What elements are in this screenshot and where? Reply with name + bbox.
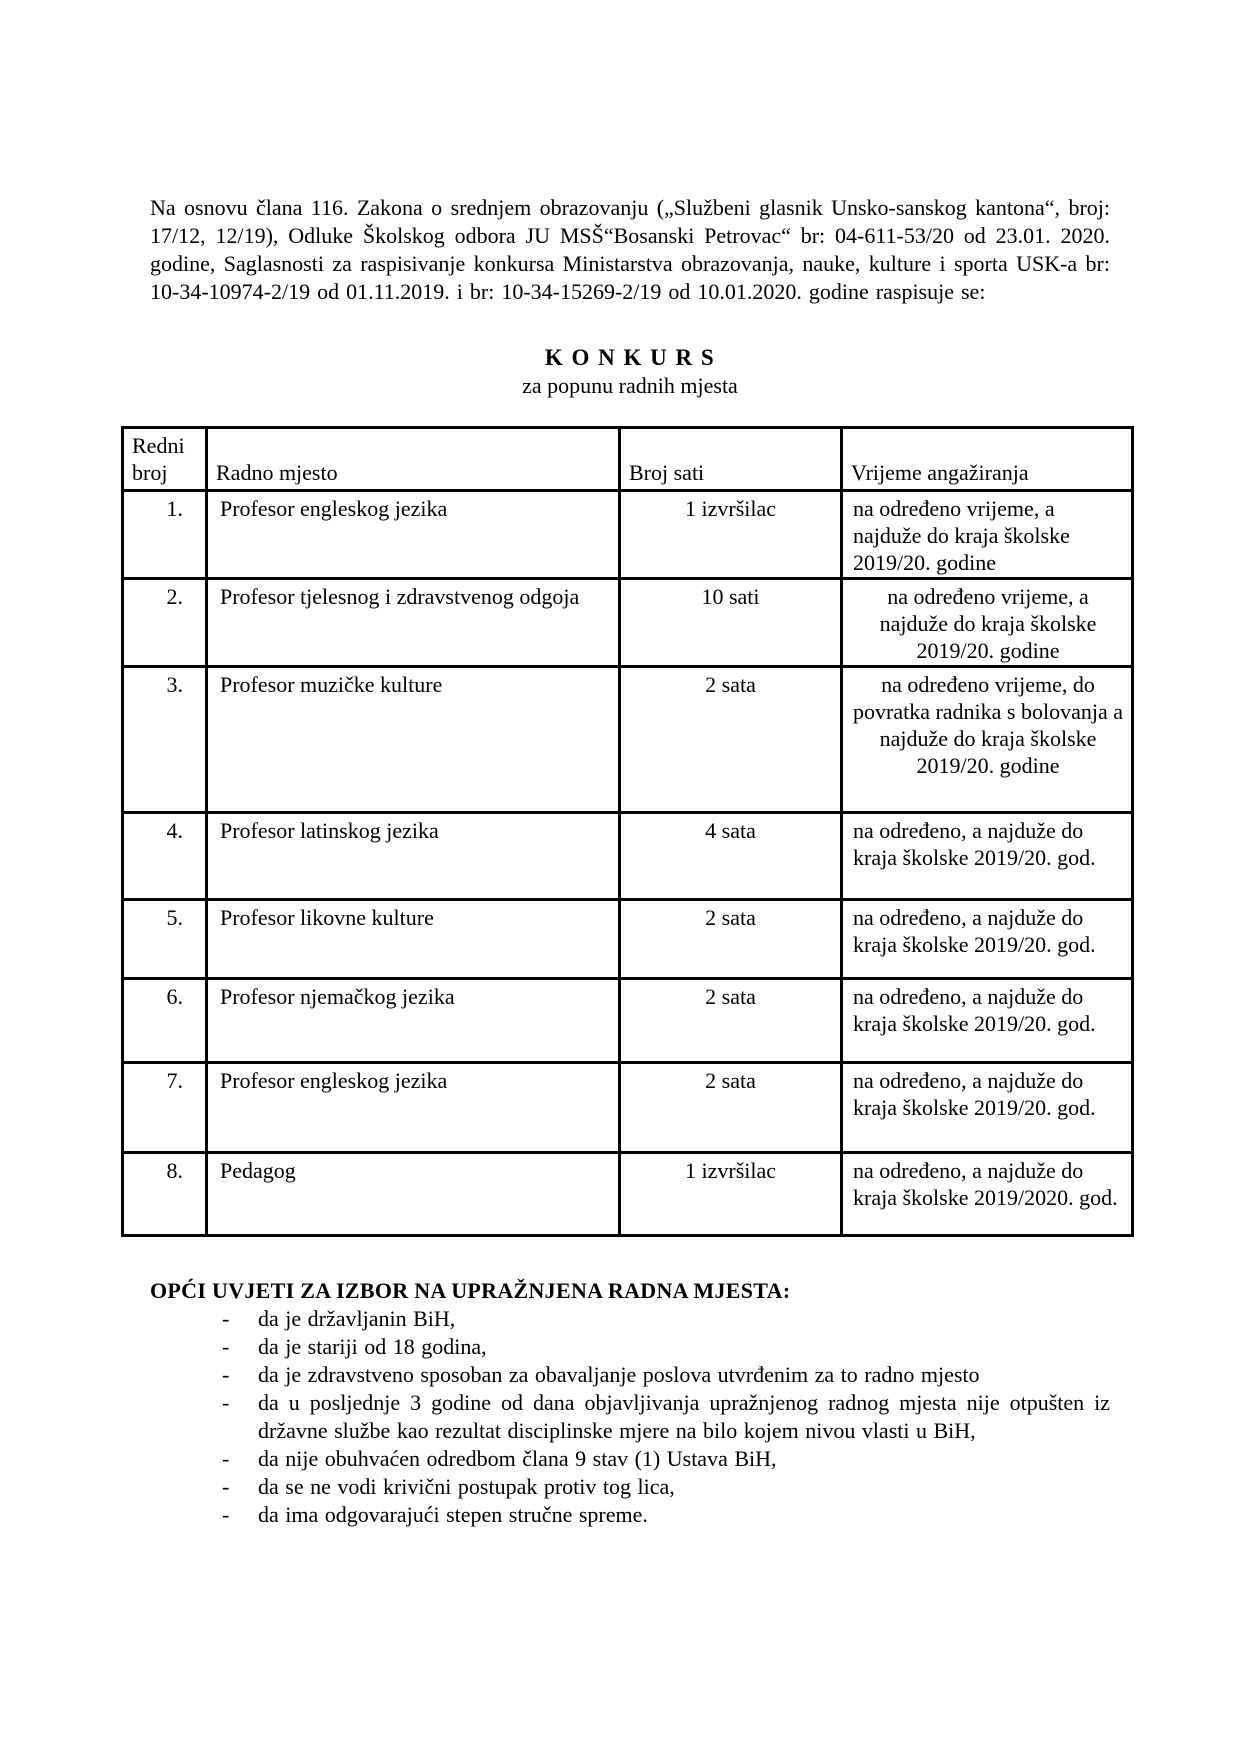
bullet-dash: - (222, 1446, 230, 1471)
list-item (150, 1473, 1110, 1501)
cell-position: Profesor latinskog jezika (207, 813, 620, 900)
cell-hours: 2 sata (620, 979, 842, 1063)
list-item-text: da je državljanin BiH, (258, 1306, 456, 1331)
cell-ordinal: 7. (123, 1063, 207, 1153)
cell-position: Profesor likovne kulture (207, 900, 620, 979)
cell-hours: 2 sata (620, 900, 842, 979)
list-item (150, 1501, 1110, 1529)
list-item (150, 1361, 1110, 1389)
cell-ordinal: 4. (123, 813, 207, 900)
bullet-dash: - (222, 1362, 230, 1387)
bullet-dash: - (222, 1502, 230, 1527)
header-hours: Broj sati (620, 428, 842, 491)
cell-ordinal: 6. (123, 979, 207, 1063)
list-item (150, 1389, 1110, 1445)
table-row (123, 491, 1133, 579)
list-item-text: da je zdravstveno sposoban za obavaljanje poslova utvrđenim za to radno mjesto (258, 1362, 980, 1387)
cell-ordinal: 3. (123, 667, 207, 813)
conditions-heading: OPĆI UVJETI ZA IZBOR NA UPRAŽNJENA RADNA MJESTA: (150, 1278, 791, 1303)
cell-hours: 10 sati (620, 579, 842, 667)
header-ordinal-number: Redni broj (123, 428, 207, 491)
document-title: K O N K U R S (544, 345, 716, 370)
cell-hours: 4 sata (620, 813, 842, 900)
cell-engagement: na određeno, a najduže do kraja školske 2019/20. god. (842, 813, 1133, 900)
list-item-text: da u posljednje 3 godine od dana objavljivanja upražnjenog radnog mjesta nije otpušten iz državne službe kao rezultat disciplinske mjere na bilo kojem nivou vlasti u BiH, (258, 1390, 1110, 1443)
vacancies-table (121, 426, 1134, 1237)
table-row (123, 979, 1133, 1063)
bullet-dash: - (222, 1334, 230, 1359)
list-item (150, 1305, 1110, 1333)
table-row (123, 579, 1133, 667)
cell-engagement: na određeno, a najduže do kraja školske 2019/20. god. (842, 1063, 1133, 1153)
cell-engagement: na određeno, a najduže do kraja školske 2019/2020. god. (842, 1153, 1133, 1236)
table-row (123, 900, 1133, 979)
table-row (123, 813, 1133, 900)
cell-ordinal: 8. (123, 1153, 207, 1236)
table-row (123, 1063, 1133, 1153)
list-item (150, 1445, 1110, 1473)
list-item-text: da nije obuhvaćen odredbom člana 9 stav (1) Ustava BiH, (258, 1446, 777, 1471)
cell-engagement: na određeno, a najduže do kraja školske 2019/20. god. (842, 979, 1133, 1063)
cell-position: Profesor engleskog jezika (207, 491, 620, 579)
document-subtitle: za popunu radnih mjesta (522, 373, 738, 398)
list-item-text: da se ne vodi krivični postupak protiv tog lica, (258, 1474, 675, 1499)
table-row (123, 667, 1133, 813)
cell-ordinal: 2. (123, 579, 207, 667)
cell-position: Profesor tjelesnog i zdravstvenog odgoja (207, 579, 620, 667)
cell-hours: 2 sata (620, 1063, 842, 1153)
bullet-dash: - (222, 1306, 230, 1331)
cell-hours: 1 izvršilac (620, 1153, 842, 1236)
cell-engagement: na određeno, a najduže do kraja školske 2019/20. god. (842, 900, 1133, 979)
cell-position: Profesor muzičke kulture (207, 667, 620, 813)
cell-position: Pedagog (207, 1153, 620, 1236)
list-item-text: da je stariji od 18 godina, (258, 1334, 487, 1359)
header-engagement: Vrijeme angažiranja (842, 428, 1133, 491)
list-item (150, 1333, 1110, 1361)
bullet-dash: - (222, 1474, 230, 1499)
table-row (123, 1153, 1133, 1236)
general-conditions-section (150, 1277, 1110, 1529)
cell-ordinal: 1. (123, 491, 207, 579)
cell-engagement: na određeno vrijeme, a najduže do kraja školske 2019/20. godine (842, 491, 1133, 579)
cell-position: Profesor njemačkog jezika (207, 979, 620, 1063)
intro-paragraph: Na osnovu člana 116. Zakona o srednjem obrazovanju („Službeni glasnik Unsko-sanskog kantona“, broj: 17/12, 12/19), Odluke Školskog odbora JU MSŠ“Bosanski Petrovac“ br: 04-611-53/20 od 23.01. 2020. godine, Saglasnosti za raspisivanje konkursa Ministarstva obrazovanja, nauke, kulture i sporta USK-a br: 10-34-10974-2/19 od 01.11.2019. i br: 10-34-15269-2/19 od 10.01.2020. godine raspisuje se: (150, 195, 1110, 304)
header-position: Radno mjesto (207, 428, 620, 491)
cell-hours: 1 izvršilac (620, 491, 842, 579)
table-header-row (123, 428, 1133, 491)
cell-hours: 2 sata (620, 667, 842, 813)
cell-engagement: na određeno vrijeme, do povratka radnika s bolovanja a najduže do kraja školske 2019/20. godine (842, 667, 1133, 813)
list-item-text: da ima odgovarajući stepen stručne spreme. (258, 1502, 648, 1527)
cell-ordinal: 5. (123, 900, 207, 979)
bullet-dash: - (222, 1390, 230, 1415)
cell-position: Profesor engleskog jezika (207, 1063, 620, 1153)
cell-engagement: na određeno vrijeme, a najduže do kraja školske 2019/20. godine (842, 579, 1133, 667)
